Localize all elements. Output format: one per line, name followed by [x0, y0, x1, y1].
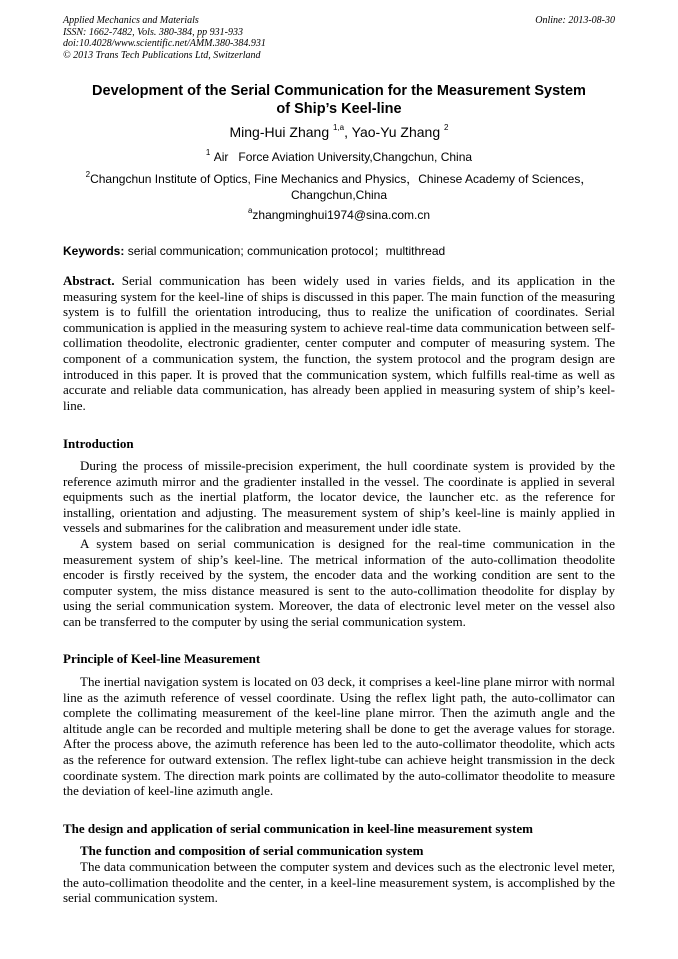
keywords-label: Keywords:: [63, 244, 125, 258]
keywords-text: serial communication; communication protocol；multithread: [124, 244, 446, 258]
introduction-paragraph-1: During the process of missile-precision experiment, the hull coordinate system is provided by the reference azimuth mirror and the gradienter installed in the vessel. The coordinate is applied in several equipments such as the inertial platform, the locator device, the launcher etc. as the reference for installing, orientation and adjusting. The measurement system of ship’s keel-line is mainly applied in vessels and submarines for the calibration and measurement under idle state.: [63, 458, 615, 536]
principle-paragraph-1: The inertial navigation system is located on 03 deck, it comprises a keel-line plane mirror with normal line as the azimuth reference of vessel coordinate. Using the reflex light path, the auto-collimator can complete the collimating measurement of the keel-line plane mirror. Then the azimuth angle and the altitude angle can be recorded and multiple metering shall be done to get the average values for storage. After the process above, the azimuth reference has been led to the auto-collimator theodolite, which acts as the reference for outward extension. The reflex light-tube can achieve height transmission in the deck coordinate system. The direction mark points are collimated by the auto-collimator theodolite to measure the deviation of keel-line azimuth angle.: [63, 674, 615, 799]
issn-line: ISSN: 1662-7482, Vols. 380-384, pp 931-933: [63, 26, 243, 38]
keywords: [63, 243, 615, 259]
subsection-heading-function: The function and composition of serial communication system: [80, 843, 424, 858]
title-line-2: of Ship’s Keel-line: [276, 100, 402, 117]
author-2: Yao-Yu Zhang: [351, 124, 441, 140]
email-line: [63, 207, 615, 223]
copyright-line: © 2013 Trans Tech Publications Ltd, Switzerland: [63, 49, 261, 61]
doi-line: doi:10.4028/www.scientific.net/AMM.380-384.931: [63, 38, 266, 49]
introduction-body: [63, 458, 615, 630]
affiliation-1-mark: 1: [205, 148, 211, 157]
title-line-1: Development of the Serial Communication for the Measurement System: [92, 83, 586, 99]
function-body: [63, 859, 615, 906]
affiliation-2-mark: 2: [85, 170, 91, 179]
affiliation-2: [63, 171, 615, 203]
principle-body: [63, 674, 615, 799]
abstract: [63, 273, 615, 413]
author-1: Ming-Hui Zhang: [229, 124, 330, 140]
author-list: [63, 123, 615, 141]
affiliation-1: [63, 149, 615, 165]
paper-title: [63, 83, 615, 118]
abstract-label: Abstract.: [63, 273, 115, 288]
online-date: Online: 2013-08-30: [535, 15, 615, 26]
affiliation-1-text: Air Force Aviation University,Changchun, China: [213, 150, 473, 164]
section-heading-principle: Principle of Keel-line Measurement: [63, 651, 261, 666]
journal-header: [63, 15, 266, 61]
author-2-affiliation-mark: 2: [444, 123, 449, 133]
author-1-affiliation-mark: 1,a: [333, 123, 345, 133]
author-email: zhangminghui1974@sina.com.cn: [252, 208, 431, 222]
journal-name: Applied Mechanics and Materials: [63, 15, 199, 26]
author-separator: ,: [344, 124, 352, 140]
affiliation-2-line-2: Changchun,China: [290, 188, 388, 202]
affiliation-2-line-1: Changchun Institute of Optics, Fine Mechanics and Physics，Chinese Academy of Sciences，: [90, 172, 593, 186]
function-paragraph-1: The data communication between the computer system and devices such as the electronic level meter, the auto-collimation theodolite and the center, in a keel-line measurement system, is accomplished by the serial communication system.: [63, 859, 615, 906]
introduction-paragraph-2: A system based on serial communication is designed for the real-time communication in the measurement system of ship’s keel-line. The metrical information of the auto-collimation theodolite encoder is firstly received by the system, the encoder data and the working condition are sent to the computer system, the miss distance measured is sent to the auto-collimation theodolite for display by using the serial communication system. Moreover, the data of electronic level meter on the vessel also can be transferred to the computer by using the serial communication system.: [63, 535, 615, 629]
section-heading-introduction: Introduction: [63, 436, 134, 451]
email-mark: a: [247, 206, 253, 215]
abstract-text: Serial communication has been widely used in varies fields, and its application in the measuring system for the keel-line of ships is discussed in this paper. The main function of the measuring system is to fulfill the orientation introducing, thus to realize the unification of coordinates. Serial communication is applied in the measuring system to achieve real-time data communication between self-collimation theodolite, electronic gradienter, center computer and computer of measuring system. The component of a communication system, the function, the system protocol and the program design are introduced in this paper. It is proved that the communication system, which fulfills real-time as well as accurate and reliable data communication, has already been applied in measuring system of ship’s keel-line.: [63, 273, 615, 413]
section-heading-design: The design and application of serial communication in keel-line measurement system: [63, 821, 533, 836]
